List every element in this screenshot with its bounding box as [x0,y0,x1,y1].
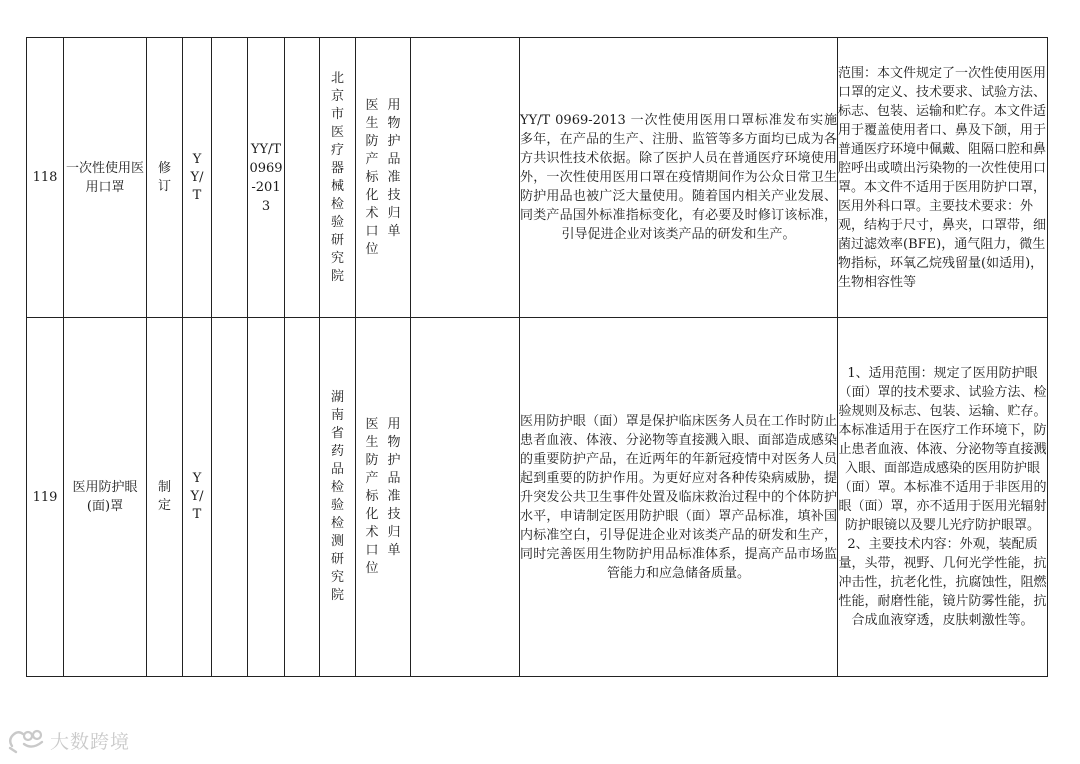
blank-cell [212,318,248,677]
watermark [6,726,130,754]
row-number: 119 [27,318,64,677]
revision-type: 制定 [147,318,183,677]
table-row [27,318,1048,677]
blank-cell [411,38,520,318]
tc-column-1: 医生防产标化术口位 [365,97,379,257]
scope-text: 范围：本文件规定了一次性使用医用口罩的定义、技术要求、试验方法、标志、包装、运输和贮存。本文件适用于覆盖使用者口、鼻及下颌，用于普通医疗环境中佩戴、阻隔口腔和鼻腔呼出或喷出污染物的一次性使用口罩。本文件不适用于医用防护口罩，医用外科口罩。主要技术要求：外观，结构于尺寸，鼻夹，口罩带，细菌过滤效率(BFE)，通气阻力，微生物指标，环氧乙烷残留量(如适用)，生物相容性等 [838,38,1048,318]
tc-column-1: 医生防产标化术口位 [365,417,379,576]
replaced-standard [248,318,285,677]
project-name: 一次性使用医用口罩 [64,38,147,318]
brand-logo-icon [6,726,46,754]
blank-cell [411,318,520,677]
row-number: 118 [27,38,64,318]
technical-committee [356,38,411,318]
standard-class: YY/T [183,318,212,677]
table-row [27,38,1048,318]
tc-column-2: 用物护品准技归单 [387,97,401,239]
replaced-standard: YY/T 0969-2013 [248,38,285,318]
standard-class: YY/T [183,38,212,318]
drafting-organization: 湖南省药品检验检测研究院 [320,318,356,677]
revision-type: 修订 [147,38,183,318]
technical-committee [356,318,411,677]
drafting-organization: 北京市医疗器械检验研究院 [320,38,356,318]
tc-column-2: 用物护品准技归单 [387,417,401,558]
purpose-text: YY/T 0969-2013 一次性使用医用口罩标准发布实施多年，在产品的生产、注册、监管等多方面均已成为各方共识性技术依据。除了医护人员在普通医疗环境使用外，一次性使用医用口罩在疫情期间作为公众日常卫生防护用品也被广泛大量使用。随着国内相关产业发展、同类产品国外标准指标变化，有必要及时修订该标准，引导促进企业对该类产品的研发和生产。 [520,38,838,318]
project-name: 医用防护眼(面)罩 [64,318,147,677]
watermark-text: 大数跨境 [50,730,131,753]
blank-cell [285,318,320,677]
standards-table [26,37,1048,677]
purpose-text: 医用防护眼（面）罩是保护临床医务人员在工作时防止患者血液、体液、分泌物等直接溅入眼、面部造成感染的重要防护产品，在近两年的年新冠疫情中对医务人员起到重要的防护作用。为更好应对各种传染病威胁，提升突发公共卫生事件处置及临床救治过程中的个体防护水平，申请制定医用防护眼（面）罩产品标准，填补国内标准空白，引导促进企业对该类产品的研发和生产，同时完善医用生物防护用品标准体系，提高产品市场监管能力和应急储备质量。 [520,318,838,677]
blank-cell [212,38,248,318]
scope-text: 1、适用范围：规定了医用防护眼（面）罩的技术要求、试验方法、检验规则及标志、包装、运输、贮存。本标准适用于在医疗工作环境下，防止患者血液、体液、分泌物等直接溅入眼、面部造成感染的医用防护眼（面）罩。本标准不适用于非医用的眼（面）罩，亦不适用于医用光辐射防护眼镜以及婴儿光疗防护眼罩。2、主要技术内容：外观，装配质量，头带，视野、几何光学性能，抗冲击性，抗老化性，抗腐蚀性，阻燃性能，耐磨性能，镜片防雾性能，抗合成血液穿透，皮肤刺激性等。 [838,318,1048,677]
blank-cell [285,38,320,318]
